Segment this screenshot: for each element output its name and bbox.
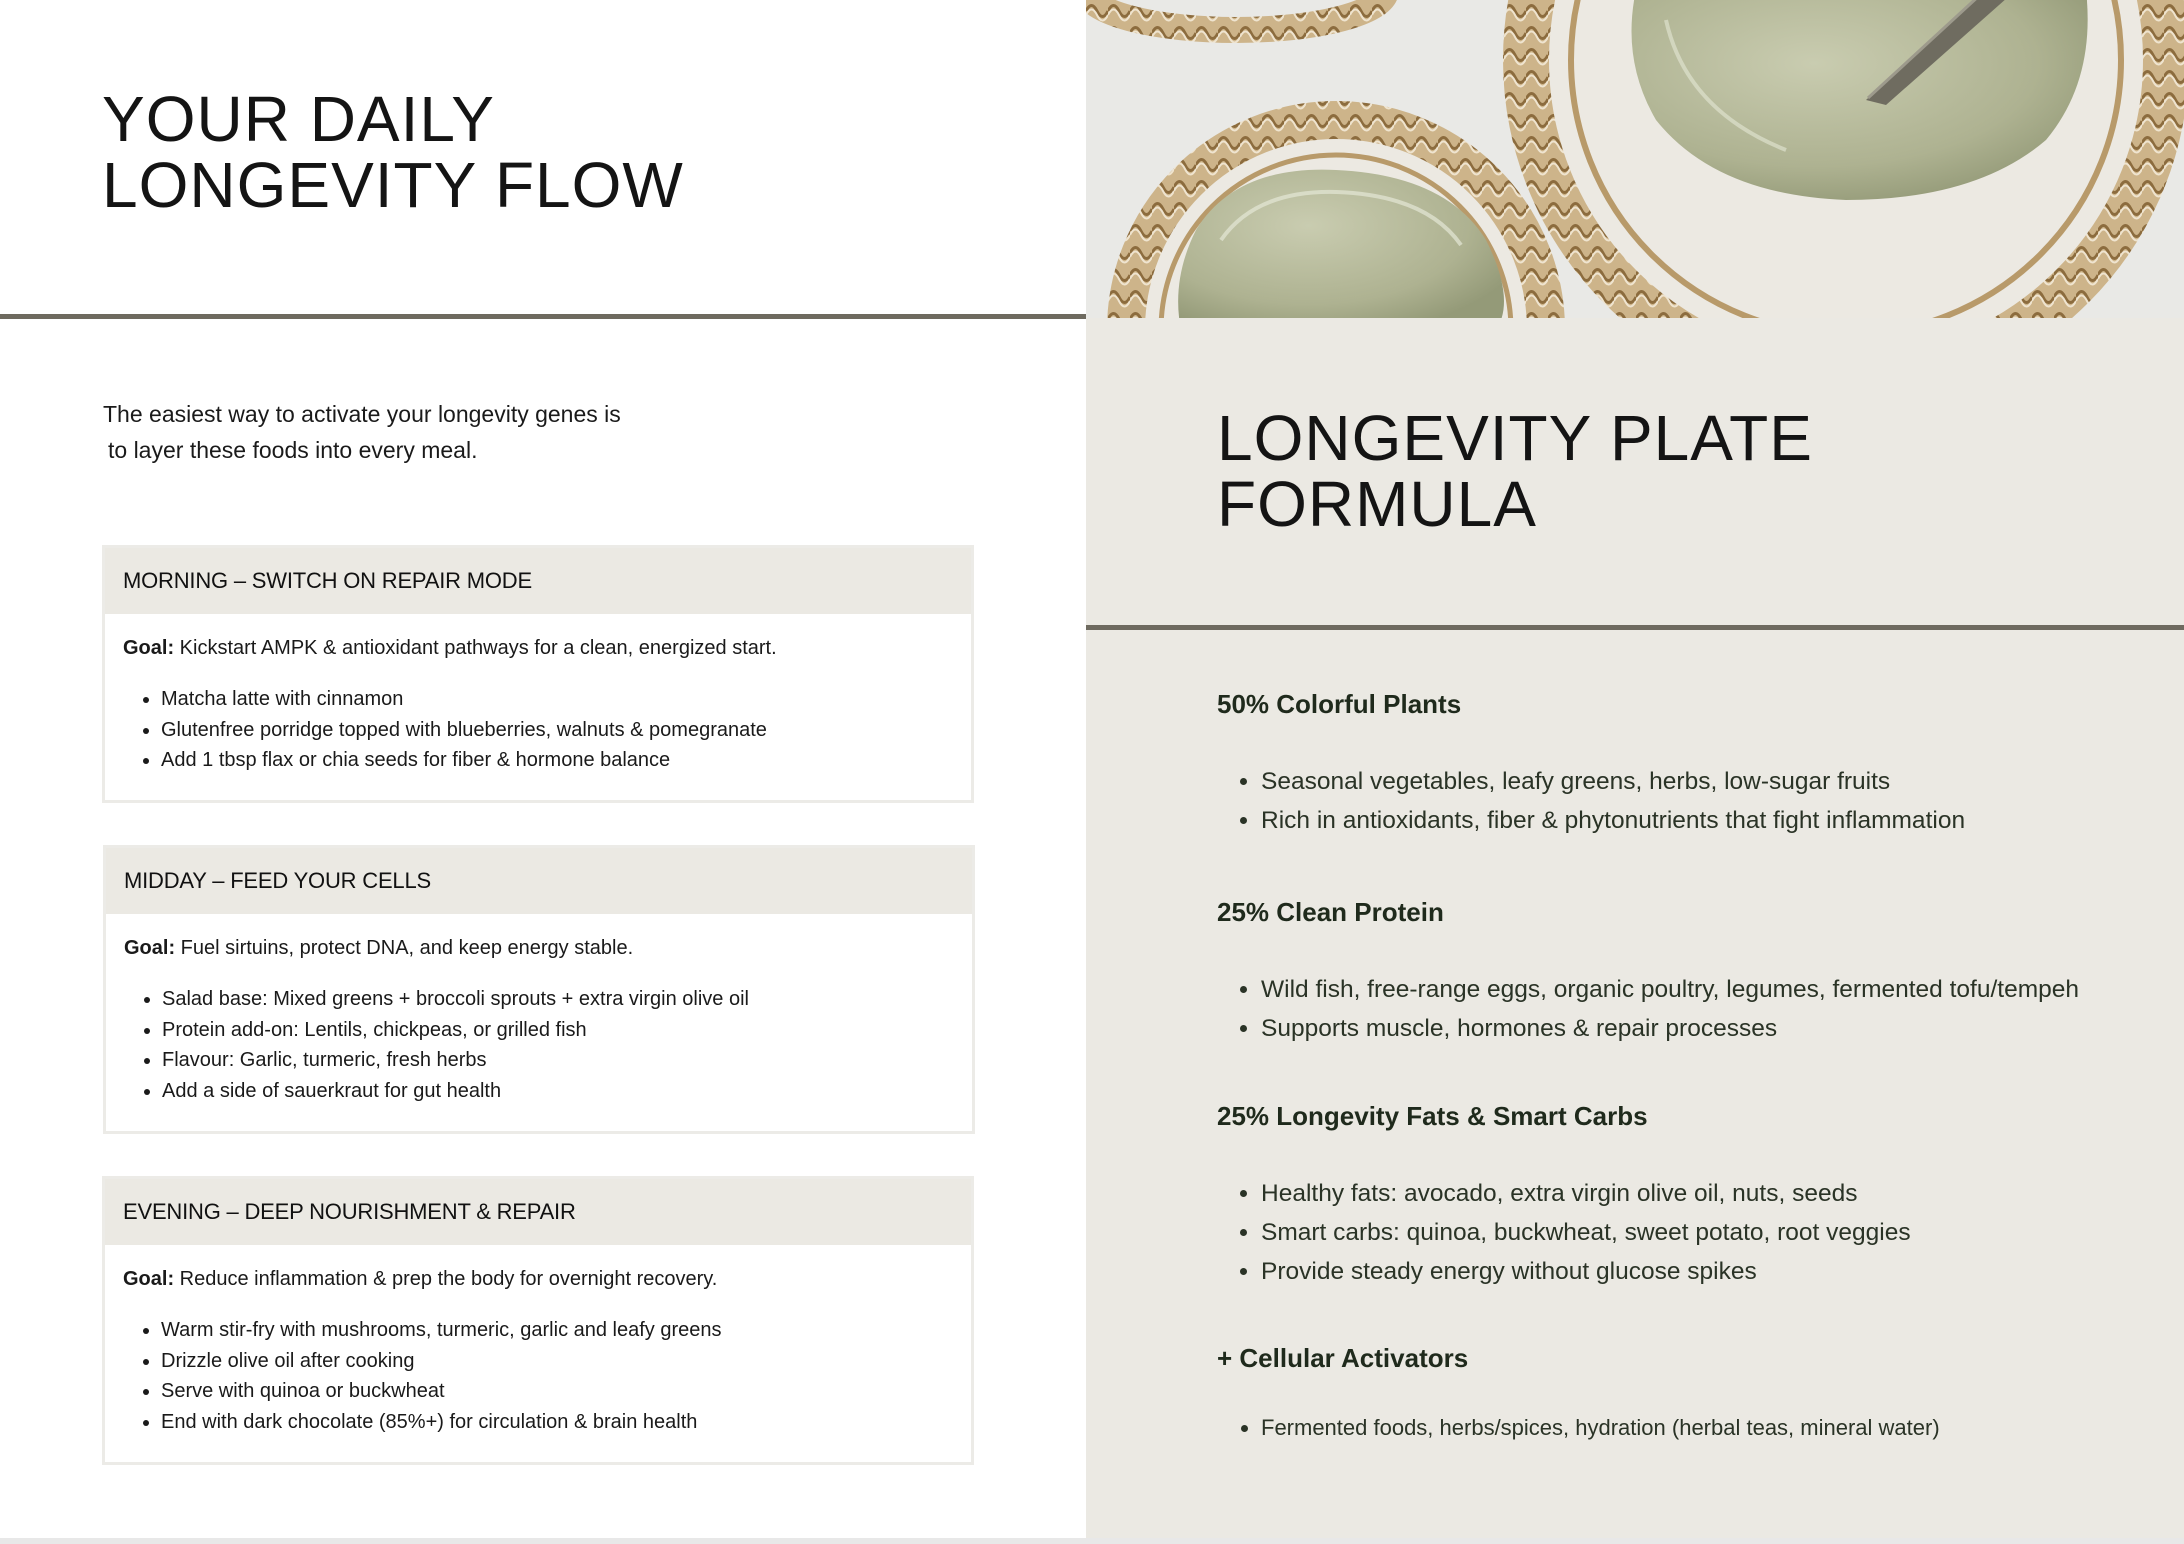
meal-card-evening bbox=[102, 1176, 974, 1465]
intro-line-2: to layer these foods into every meal. bbox=[108, 437, 478, 463]
list-item: • Rich in antioxidants, fiber & phytonutrients that fight inflammation bbox=[1261, 801, 2117, 840]
list-item: • Matcha latte with cinnamon bbox=[161, 684, 953, 715]
list-item: • Seasonal vegetables, leafy greens, herbs, low-sugar fruits bbox=[1261, 762, 2117, 801]
goal-label: Goal: bbox=[123, 637, 175, 659]
formula-section-activators bbox=[1217, 1342, 2117, 1444]
section-list bbox=[1217, 1412, 2117, 1444]
list-item: • Serve with quinoa or buckwheat bbox=[161, 1376, 953, 1407]
goal-text: Fuel sirtuins, protect DNA, and keep energy stable. bbox=[175, 937, 634, 959]
formula-section-fats-carbs bbox=[1217, 1100, 2117, 1291]
intro-line-1: The easiest way to activate your longevity genes is bbox=[103, 401, 621, 427]
right-divider bbox=[1086, 625, 2184, 630]
card-body bbox=[106, 914, 972, 1122]
list-item: • Add 1 tbsp flax or chia seeds for fiber & hormone balance bbox=[161, 745, 953, 776]
list-item: • Fermented foods, herbs/spices, hydration (herbal teas, mineral water) bbox=[1261, 1412, 2117, 1444]
list-item: • Smart carbs: quinoa, buckwheat, sweet potato, root veggies bbox=[1261, 1213, 2117, 1252]
list-item: • Supports muscle, hormones & repair processes bbox=[1261, 1009, 2117, 1048]
left-divider bbox=[0, 314, 1086, 319]
card-heading: EVENING – DEEP NOURISHMENT & REPAIR bbox=[105, 1179, 971, 1245]
plates-photo bbox=[1086, 0, 2184, 318]
formula-section-protein bbox=[1217, 896, 2117, 1048]
page-title-line-1: YOUR DAILY bbox=[102, 83, 495, 155]
card-body bbox=[105, 1245, 971, 1453]
intro-text bbox=[103, 396, 723, 468]
section-heading: 25% Longevity Fats & Smart Carbs bbox=[1217, 1101, 1648, 1131]
meal-card-midday bbox=[103, 845, 975, 1134]
card-list bbox=[123, 684, 953, 776]
meal-card-morning bbox=[102, 545, 974, 803]
card-body bbox=[105, 614, 971, 792]
goal-text: Kickstart AMPK & antioxidant pathways for a clean, energized start. bbox=[174, 637, 777, 659]
goal-text: Reduce inflammation & prep the body for overnight recovery. bbox=[174, 1268, 718, 1290]
page-title bbox=[102, 83, 684, 221]
list-item: • Wild fish, free-range eggs, organic poultry, legumes, fermented tofu/tempeh bbox=[1261, 970, 2117, 1009]
card-heading: MORNING – SWITCH ON REPAIR MODE bbox=[105, 548, 971, 614]
list-item: • Protein add-on: Lentils, chickpeas, or grilled fish bbox=[162, 1015, 954, 1046]
list-item: • Provide steady energy without glucose spikes bbox=[1261, 1252, 2117, 1291]
card-goal bbox=[123, 634, 953, 662]
plates-illustration bbox=[1086, 0, 2184, 318]
section-list bbox=[1217, 1174, 2117, 1291]
formula-section-plants bbox=[1217, 688, 2117, 840]
list-item: • End with dark chocolate (85%+) for circulation & brain health bbox=[161, 1407, 953, 1438]
section-list bbox=[1217, 762, 2117, 840]
section-heading: + Cellular Activators bbox=[1217, 1343, 1469, 1373]
card-list bbox=[124, 984, 954, 1106]
list-item: • Healthy fats: avocado, extra virgin olive oil, nuts, seeds bbox=[1261, 1174, 2117, 1213]
list-item: • Glutenfree porridge topped with blueberries, walnuts & pomegranate bbox=[161, 715, 953, 746]
bottom-edge bbox=[0, 1538, 2184, 1544]
plate-formula-title bbox=[1217, 402, 1813, 540]
card-goal bbox=[124, 934, 954, 962]
list-item: • Salad base: Mixed greens + broccoli sprouts + extra virgin olive oil bbox=[162, 984, 954, 1015]
list-item: • Warm stir-fry with mushrooms, turmeric, garlic and leafy greens bbox=[161, 1315, 953, 1346]
section-list bbox=[1217, 970, 2117, 1048]
card-list bbox=[123, 1315, 953, 1437]
list-item: • Drizzle olive oil after cooking bbox=[161, 1346, 953, 1377]
goal-label: Goal: bbox=[123, 1268, 175, 1290]
plate-formula-title-line-1: LONGEVITY PLATE bbox=[1217, 402, 1813, 474]
card-goal bbox=[123, 1265, 953, 1293]
section-heading: 50% Colorful Plants bbox=[1217, 689, 1462, 719]
list-item: • Flavour: Garlic, turmeric, fresh herbs bbox=[162, 1045, 954, 1076]
page-title-line-2: LONGEVITY FLOW bbox=[102, 149, 684, 221]
list-item: • Add a side of sauerkraut for gut health bbox=[162, 1076, 954, 1107]
section-heading: 25% Clean Protein bbox=[1217, 897, 1444, 927]
goal-label: Goal: bbox=[124, 937, 176, 959]
card-heading: MIDDAY – FEED YOUR CELLS bbox=[106, 848, 972, 914]
plate-formula-title-line-2: FORMULA bbox=[1217, 468, 1537, 540]
